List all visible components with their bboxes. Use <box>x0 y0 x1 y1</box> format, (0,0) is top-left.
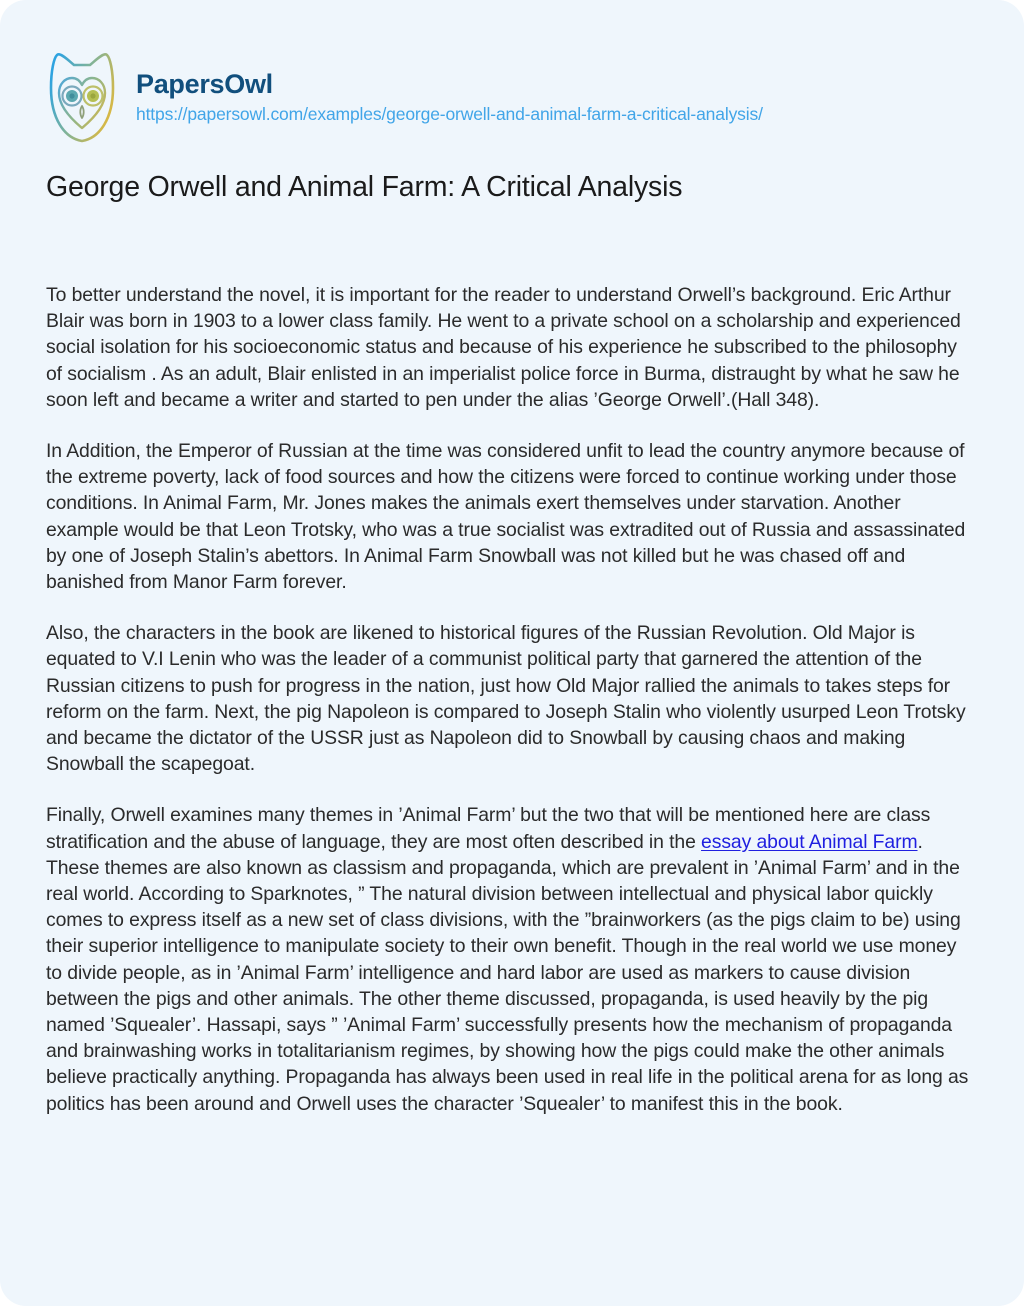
article-body <box>46 282 971 1117</box>
page-title: George Orwell and Animal Farm: A Critical Analysis <box>46 171 683 203</box>
paragraph-4 <box>46 802 971 1116</box>
paragraph-3: Also, the characters in the book are likened to historical figures of the Russian Revolution. Old Major is equated to V.I Lenin who was the leader of a communist political party that garnered the attention of the Russian citizens to push for progress in the nation, just how Old Major rallied the animals to takes steps for reform on the farm. Next, the pig Napoleon is compared to Joseph Stalin who violently usurped Leon Trotsky and became the dictator of the USSR just as Napoleon did to Snowball by causing chaos and making Snowball the scapegoat. <box>46 622 966 776</box>
paragraph-1: To better understand the novel, it is important for the reader to understand Orwell’s background. Eric Arthur Blair was born in 1903 to a lower class family. He went to a private school on a scholarship and experienced social isolation for his socioeconomic status and because of his experience he subscribed to the philosophy of socialism . As an adult, Blair enlisted in an imperialist police force in Burma, distraught by what he saw he soon left and became a writer and started to pen under the alias ’George Orwell’.(Hall 348). <box>46 284 961 411</box>
paragraph-4-text-after-link: . These themes are also known as classism and propaganda, which are prevalent in ’Animal Farm’ and in the real world. According to Sparknotes, ” The natural division between intellectual and physical labor quickly comes to express itself as a new set of class divisions, with the ”brainworkers (as the pigs claim to be) using their superior intelligence to manipulate society to their own benefit. Though in the real world we use money to divide people, as in ’Animal Farm’ intelligence and hard labor are used as markers to cause division between the pigs and other animals. The other theme discussed, propaganda, is used heavily by the pig named ’Squealer’. Hassapi, says ” ’Animal Farm’ successfully presents how the mechanism of propaganda and brainwashing works in totalitarianism regimes, by showing how the pigs could make the other animals believe practically anything. Propaganda has always been used in real life in the political arena for as long as politics has been around and Orwell uses the character ’Squealer’ to manifest this in the book. <box>46 830 969 1115</box>
brand-block <box>136 67 763 125</box>
paragraph-4-text-before-link: Finally, Orwell examines many themes in ’Animal Farm’ but the two that will be mentioned here are class stratification and the abuse of language, they are most often described in the <box>46 804 931 853</box>
essay-about-animal-farm-link[interactable]: essay about Animal Farm <box>701 830 918 853</box>
paragraph-2: In Addition, the Emperor of Russian at the time was considered unfit to lead the country anymore because of the extreme poverty, lack of food sources and how the citizens were forced to continue working under those conditions. In Animal Farm, Mr. Jones makes the animals exert themselves under starvation. Another example would be that Leon Trotsky, who was a true socialist was extradited out of Russia and assassinated by one of Joseph Stalin’s abettors. In Animal Farm Snowball was not killed but he was chased off and banished from Manor Farm forever. <box>46 440 966 594</box>
papersowl-owl-logo-icon <box>44 44 120 148</box>
site-header <box>44 44 763 148</box>
brand-name: PapersOwl <box>136 68 273 99</box>
site-url[interactable]: https://papersowl.com/examples/george-orwell-and-animal-farm-a-critical-analysis/ <box>136 104 763 125</box>
